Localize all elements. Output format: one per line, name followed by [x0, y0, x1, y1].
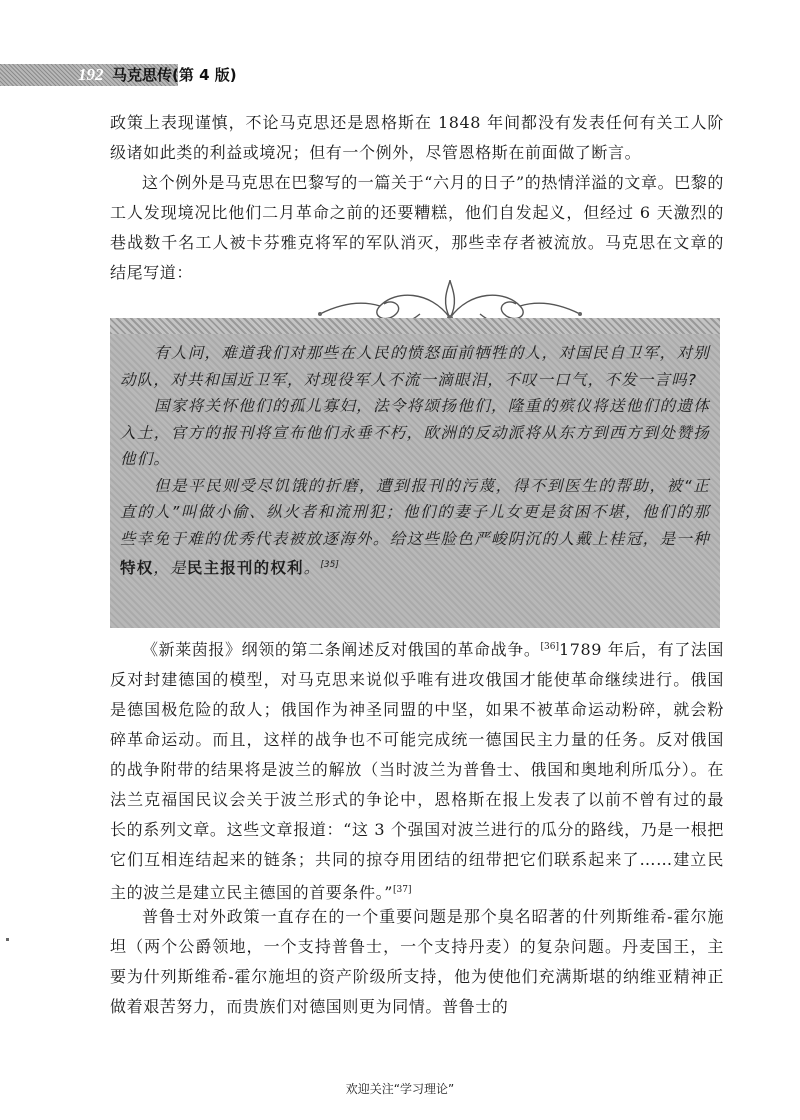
footnote-ref-37: [37] — [392, 885, 412, 895]
quote-p3-text-a: 但是平民则受尽饥饿的折磨，遭到报刊的污蔑，得不到医生的帮助，被“正直的人”叫做小偷、纵火者和流刑犯；他们的妻子儿女更是贫困不堪，他们的那些幸免于难的优秀代表被放逐海外。给这些脸色严峻阴沉的人戴上桂冠，是一种 — [120, 476, 710, 548]
quote-paragraph-3 — [120, 473, 710, 582]
quote-box-top-strip — [110, 318, 720, 334]
quote-p3-bold-privilege: 特权 — [120, 559, 154, 577]
paragraph-3-body: 1789 年后，有了法国反对封建德国的模型，对马克思来说似乎唯有进攻俄国才能使革命继续进行。俄国是德国极危险的敌人；俄国作为神圣同盟的中坚，如果不被革命运动粉碎，就会粉碎革命运动。而且，这样的战争也不可能完成统一德国民主力量的任务。反对俄国的战争附带的结果将是波兰的解放（当时波兰为普鲁士、俄国和奥地利所瓜分）。在法兰克福国民议会关于波兰形式的争论中，恩格斯在报上发表了以前不曾有过的最长的系列文章。这些文章报道：“这 3 个强国对波兰进行的瓜分的路线，乃是一根把它们互相连结起来的链条；共同的掠夺用团结的纽带把它们联系起来了……建立民主的波兰是建立民主德国的首要条件。” — [110, 640, 724, 902]
quote-paragraph-1: 有人问，难道我们对那些在人民的愤怒面前牺牲的人，对国民自卫军，对别动队，对共和国近卫军，对现役军人不流一滴眼泪，不叹一口气，不发一言吗? — [120, 344, 710, 389]
paragraph-2: 这个例外是马克思在巴黎写的一篇关于“六月的日子”的热情洋溢的文章。巴黎的工人发现境况比他们二月革命之前的还要糟糕，他们自发起义，但经过 6 天激烈的巷战数千名工人被卡芬雅克将军的军队消灭，那些幸存者被流放。马克思在文章的结尾写道： — [110, 173, 724, 282]
quote-paragraph-2: 国家将关怀他们的孤儿寡妇，法令将颂扬他们，隆重的殡仪将送他们的遗体入土，官方的报刊将宣布他们永垂不朽，欧洲的反动派将从东方到西方到处赞扬他们。 — [120, 397, 710, 468]
paragraph-4: 普鲁士对外政策一直存在的一个重要问题是那个臭名昭著的什列斯维希-霍尔施坦（两个公爵领地，一个支持普鲁士，一个支持丹麦）的复杂问题。丹麦国王，主要为什列斯维希-霍尔施坦的资产阶级所支持，他为使他们充满斯堪的纳维亚精神正做着艰苦努力，而贵族们对德国则更为同情。普鲁士的 — [110, 907, 724, 1016]
quote-p3-text-c: 。 — [303, 559, 321, 577]
book-title: 马克思传(第 4 版) — [112, 66, 237, 84]
page-number: 192 — [78, 65, 104, 84]
paragraph-1: 政策上表现谨慎，不论马克思还是恩格斯在 1848 年间都没有发表任何有关工人阶级诸如此类的利益或境况；但有一个例外，尽管恩格斯在前面做了断言。 — [110, 113, 724, 162]
footer-note: 欢迎关注“学习理论” — [345, 1082, 455, 1096]
paragraph-3 — [110, 632, 724, 908]
block-quote — [120, 340, 710, 582]
quote-p3-text-b: ，是 — [153, 559, 187, 577]
quote-p3-bold-press-right: 民主报刊的权利 — [186, 559, 304, 577]
footnote-ref-36: [36] — [540, 642, 559, 652]
scan-speck — [6, 938, 9, 941]
paragraph-3-lead: 《新莱茵报》纲领的第二条阐述反对俄国的革命战争。 — [142, 640, 541, 659]
footnote-ref-35: [35] — [320, 560, 339, 570]
running-header — [0, 64, 260, 86]
